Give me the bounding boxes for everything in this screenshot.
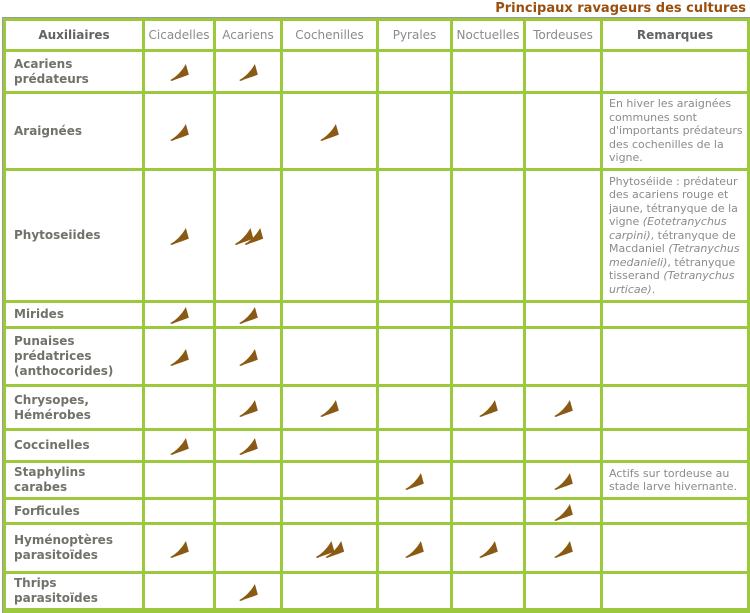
mark-cell-hymenopteres-parasitoides-cicadelles <box>144 524 215 573</box>
mark-cell-staphylins-carabes-noctuelles <box>452 462 525 499</box>
mark-cell-phytoseiides-pyrales <box>378 170 452 302</box>
mark-cell-hymenopteres-parasitoides-tordeuses <box>525 524 602 573</box>
mark-cell-staphylins-carabes-cochenilles <box>282 462 378 499</box>
remark-cell-acariens-predateurs <box>602 51 749 93</box>
column-header-cochenilles: Cochenilles <box>282 20 378 51</box>
mark-cell-forficules-cicadelles <box>144 499 215 524</box>
mark-cell-thrips-parasitoides-pyrales <box>378 573 452 611</box>
mark-cell-mirides-tordeuses <box>525 302 602 328</box>
mark-cell-chrysopes-hemerobes-noctuelles <box>452 386 525 430</box>
row-label-acariens-predateurs: Acariens prédateurs <box>5 51 144 93</box>
column-header-acariens: Acariens <box>215 20 282 51</box>
check-mark-icon <box>168 124 191 141</box>
mark-cell-staphylins-carabes-cicadelles <box>144 462 215 499</box>
check-mark-icon <box>552 504 575 521</box>
table-body <box>5 51 749 611</box>
mark-cell-coccinelles-noctuelles <box>452 430 525 462</box>
mark-cell-hymenopteres-parasitoides-cochenilles <box>282 524 378 573</box>
mark-cell-punaises-predatrices-anthocorides-cochenilles <box>282 328 378 386</box>
table-row-thrips-parasitoides <box>5 573 749 611</box>
table-row-coccinelles <box>5 430 749 462</box>
mark-cell-coccinelles-acariens <box>215 430 282 462</box>
mark-cell-araignees-noctuelles <box>452 93 525 170</box>
column-header-remarques: Remarques <box>602 20 749 51</box>
row-label-phytoseiides: Phytoseiides <box>5 170 144 302</box>
double-check-mark-icon <box>232 228 265 245</box>
mark-cell-forficules-pyrales <box>378 499 452 524</box>
mark-cell-araignees-cochenilles <box>282 93 378 170</box>
mark-cell-punaises-predatrices-anthocorides-noctuelles <box>452 328 525 386</box>
pest-auxiliary-table <box>3 18 750 613</box>
remark-cell-forficules <box>602 499 749 524</box>
table-row-chrysopes-hemerobes <box>5 386 749 430</box>
check-mark-icon <box>237 584 260 601</box>
table-row-punaises-predatrices-anthocorides <box>5 328 749 386</box>
mark-cell-phytoseiides-cicadelles <box>144 170 215 302</box>
mark-cell-araignees-acariens <box>215 93 282 170</box>
row-label-chrysopes-hemerobes: Chrysopes, Hémérobes <box>5 386 144 430</box>
mark-cell-phytoseiides-acariens <box>215 170 282 302</box>
mark-cell-staphylins-carabes-pyrales <box>378 462 452 499</box>
mark-cell-chrysopes-hemerobes-acariens <box>215 386 282 430</box>
mark-cell-thrips-parasitoides-acariens <box>215 573 282 611</box>
row-label-araignees: Araignées <box>5 93 144 170</box>
column-header-tordeuses: Tordeuses <box>525 20 602 51</box>
mark-cell-coccinelles-cicadelles <box>144 430 215 462</box>
check-mark-icon <box>168 438 191 455</box>
mark-cell-acariens-predateurs-acariens <box>215 51 282 93</box>
table-row-forficules <box>5 499 749 524</box>
mark-cell-phytoseiides-noctuelles <box>452 170 525 302</box>
double-check-mark-icon <box>313 541 346 558</box>
mark-cell-phytoseiides-cochenilles <box>282 170 378 302</box>
check-mark-icon <box>477 541 500 558</box>
table-row-mirides <box>5 302 749 328</box>
row-label-thrips-parasitoides: Thrips parasitoïdes <box>5 573 144 611</box>
check-mark-icon <box>318 124 341 141</box>
mark-cell-acariens-predateurs-noctuelles <box>452 51 525 93</box>
mark-cell-mirides-cochenilles <box>282 302 378 328</box>
mark-cell-mirides-cicadelles <box>144 302 215 328</box>
mark-cell-mirides-pyrales <box>378 302 452 328</box>
row-label-hymenopteres-parasitoides: Hyménoptères parasitoïdes <box>5 524 144 573</box>
page-title: Principaux ravageurs des cultures <box>495 1 746 16</box>
row-label-mirides: Mirides <box>5 302 144 328</box>
check-mark-icon <box>552 473 575 490</box>
header-row <box>5 20 749 51</box>
check-mark-icon <box>237 307 260 324</box>
table-row-staphylins-carabes <box>5 462 749 499</box>
remark-cell-mirides <box>602 302 749 328</box>
mark-cell-chrysopes-hemerobes-tordeuses <box>525 386 602 430</box>
row-label-staphylins-carabes: Staphylins carabes <box>5 462 144 499</box>
mark-cell-hymenopteres-parasitoides-noctuelles <box>452 524 525 573</box>
check-mark-icon <box>237 64 260 81</box>
table-row-hymenopteres-parasitoides <box>5 524 749 573</box>
remark-cell-phytoseiides: Phytoséiide : prédateur des acariens rouge et jaune, tétranyque de la vigne (Eotetranychus carpini), tétranyque de Macdaniel (Tetranychus medanieli), tétranyque tisserand (Tetranychus urticae). <box>602 170 749 302</box>
remark-cell-coccinelles <box>602 430 749 462</box>
mark-cell-araignees-cicadelles <box>144 93 215 170</box>
mark-cell-chrysopes-hemerobes-cochenilles <box>282 386 378 430</box>
check-mark-icon <box>168 541 191 558</box>
mark-cell-thrips-parasitoides-noctuelles <box>452 573 525 611</box>
check-mark-icon <box>168 349 191 366</box>
mark-cell-phytoseiides-tordeuses <box>525 170 602 302</box>
mark-cell-forficules-acariens <box>215 499 282 524</box>
mark-cell-acariens-predateurs-cicadelles <box>144 51 215 93</box>
mark-cell-staphylins-carabes-tordeuses <box>525 462 602 499</box>
mark-cell-thrips-parasitoides-cochenilles <box>282 573 378 611</box>
mark-cell-punaises-predatrices-anthocorides-tordeuses <box>525 328 602 386</box>
table-row-araignees <box>5 93 749 170</box>
check-mark-icon <box>237 349 260 366</box>
table-row-phytoseiides <box>5 170 749 302</box>
mark-cell-araignees-tordeuses <box>525 93 602 170</box>
column-header-pyrales: Pyrales <box>378 20 452 51</box>
mark-cell-thrips-parasitoides-tordeuses <box>525 573 602 611</box>
check-mark-icon <box>403 541 426 558</box>
remark-cell-staphylins-carabes: Actifs sur tordeuse au stade larve hivernante. <box>602 462 749 499</box>
mark-cell-staphylins-carabes-acariens <box>215 462 282 499</box>
check-mark-icon <box>552 400 575 417</box>
mark-cell-araignees-pyrales <box>378 93 452 170</box>
mark-cell-acariens-predateurs-cochenilles <box>282 51 378 93</box>
row-label-coccinelles: Coccinelles <box>5 430 144 462</box>
check-mark-icon <box>168 228 191 245</box>
table-header <box>5 20 749 51</box>
mark-cell-coccinelles-pyrales <box>378 430 452 462</box>
mark-cell-punaises-predatrices-anthocorides-pyrales <box>378 328 452 386</box>
column-header-cicadelles: Cicadelles <box>144 20 215 51</box>
check-mark-icon <box>168 64 191 81</box>
row-label-punaises-predatrices-anthocorides: Punaises prédatrices (anthocorides) <box>5 328 144 386</box>
column-header-noctuelles: Noctuelles <box>452 20 525 51</box>
mark-cell-punaises-predatrices-anthocorides-cicadelles <box>144 328 215 386</box>
mark-cell-punaises-predatrices-anthocorides-acariens <box>215 328 282 386</box>
remark-cell-araignees: En hiver les araignées communes sont d'importants prédateurs des cochenilles de la vigne. <box>602 93 749 170</box>
remark-cell-thrips-parasitoides <box>602 573 749 611</box>
row-label-forficules: Forficules <box>5 499 144 524</box>
remark-cell-hymenopteres-parasitoides <box>602 524 749 573</box>
mark-cell-coccinelles-cochenilles <box>282 430 378 462</box>
mark-cell-forficules-tordeuses <box>525 499 602 524</box>
mark-cell-hymenopteres-parasitoides-acariens <box>215 524 282 573</box>
mark-cell-forficules-noctuelles <box>452 499 525 524</box>
check-mark-icon <box>237 438 260 455</box>
mark-cell-mirides-noctuelles <box>452 302 525 328</box>
mark-cell-acariens-predateurs-tordeuses <box>525 51 602 93</box>
check-mark-icon <box>168 307 191 324</box>
mark-cell-coccinelles-tordeuses <box>525 430 602 462</box>
check-mark-icon <box>552 541 575 558</box>
remark-cell-punaises-predatrices-anthocorides <box>602 328 749 386</box>
column-header-auxiliaires: Auxiliaires <box>5 20 144 51</box>
mark-cell-chrysopes-hemerobes-cicadelles <box>144 386 215 430</box>
mark-cell-chrysopes-hemerobes-pyrales <box>378 386 452 430</box>
mark-cell-mirides-acariens <box>215 302 282 328</box>
check-mark-icon <box>237 400 260 417</box>
mark-cell-acariens-predateurs-pyrales <box>378 51 452 93</box>
mark-cell-thrips-parasitoides-cicadelles <box>144 573 215 611</box>
table-row-acariens-predateurs <box>5 51 749 93</box>
check-mark-icon <box>477 400 500 417</box>
mark-cell-hymenopteres-parasitoides-pyrales <box>378 524 452 573</box>
mark-cell-forficules-cochenilles <box>282 499 378 524</box>
check-mark-icon <box>403 473 426 490</box>
remark-cell-chrysopes-hemerobes <box>602 386 749 430</box>
check-mark-icon <box>318 400 341 417</box>
